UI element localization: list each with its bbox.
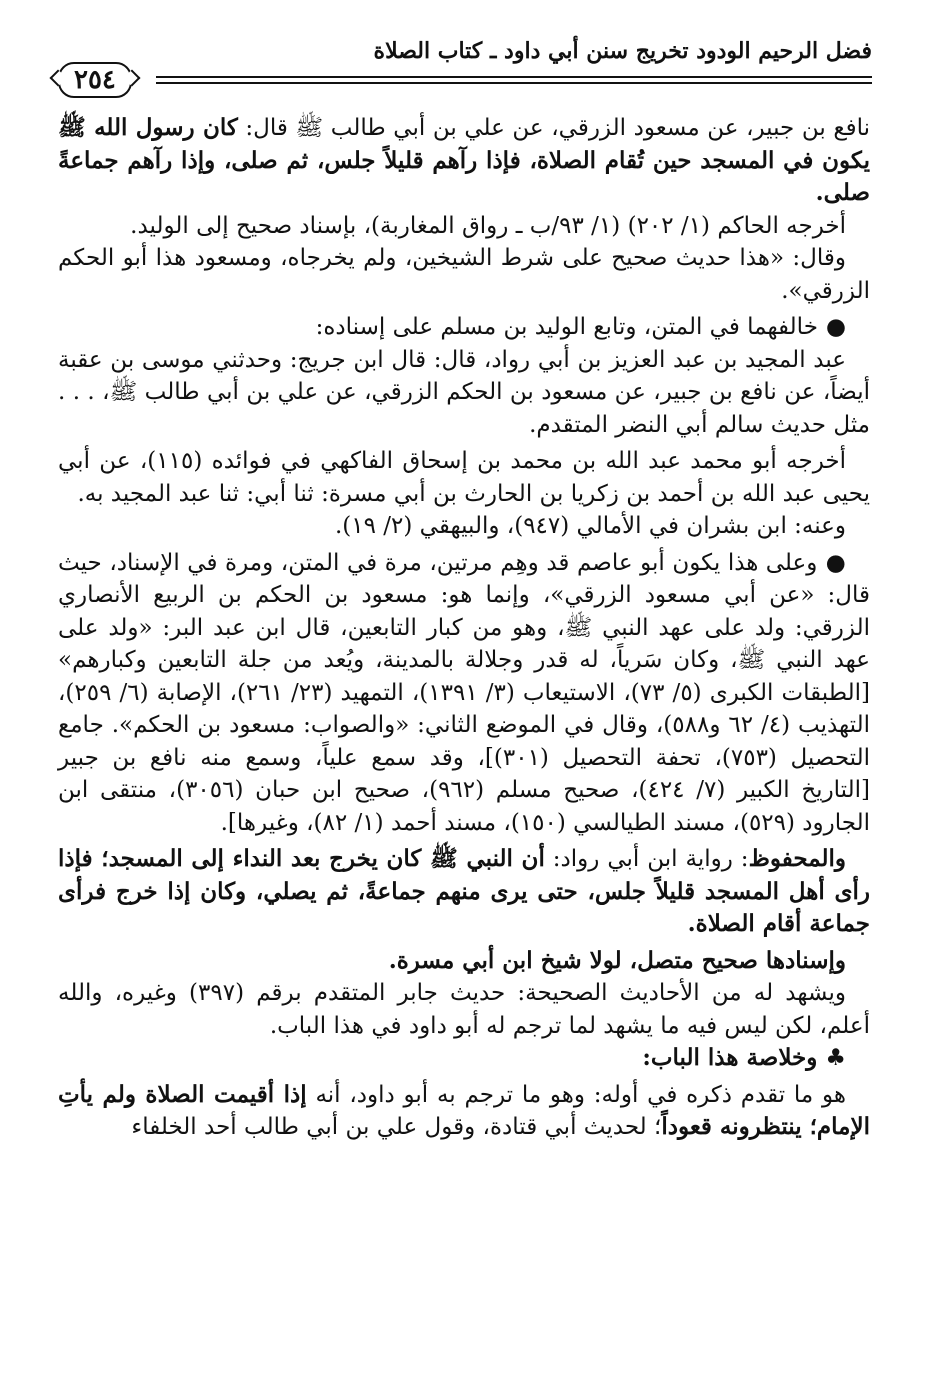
- text-run: وقال: «هذا حديث صحيح على شرط الشيخين، ولم يخرجاه، ومسعود هذا أبو الحكم الزرقي».: [58, 245, 870, 304]
- text-run: ؛ لحديث أبي قتادة، وقول علي بن أبي طالب أحد الخلفاء: [131, 1114, 662, 1140]
- bold-text-run: كان رسول الله ﷺ يكون في المسجد حين تُقام الصلاة، فإذا رآهم قليلاً جلس، ثم صلى، وإذا رآهم جماعةً صلى.: [58, 114, 870, 206]
- bold-text-run: أن النبي ﷺ كان يخرج بعد النداء إلى المسجد؛ فإذا رأى أهل المسجد قليلاً جلس، حتى يرى منهم جماعةً، ثم يصلي، وكان إذا خرج فرأى جماعة أقام الصلاة.: [58, 845, 870, 937]
- text-run: وعلى هذا يكون أبو عاصم قد وهِم مرتين، مرة في المتن، ومرة في الإسناد، حيث قال: «عن أبي مسعود الزرقي»، وإنما هو: مسعود بن الحكم بن الربيع الأنصاري الزرقي: ولد على عهد النبي ﷺ، وهو من كبار التابعين، قال ابن عبد البر: «ولد على عهد النبي ﷺ، وكان سَرياً، له قدر وجلالة بالمدينة، ويُعد من جلة التابعين وكبارهم» [الطبقات الكبرى (٥/ ٧٣)، الاستيعاب (٣/ ١٣٩١)، التمهيد (٢٣/ ٢٦١)، الإصابة (٦/ ٢٥٩)، التهذيب (٤/ ٦٢ و٥٨٨)، وقال في الموضع الثاني: «والصواب: مسعود بن الحكم». جامع التحصيل (٧٥٣)، تحفة التحصيل (٣٠١)]، وقد سمع علياً، وسمع منه نافع بن جبير [التاريخ الكبير (٧/ ٤٢٤)، صحيح مسلم (٩٦٢)، صحيح ابن حبان (٣٠٥٦)، منتقى ابن الجارود (٥٢٩)، مسند الطيالسي (١٥٠)، مسند أحمد (١/ ٨٢)، وغيرها].: [58, 549, 871, 836]
- header-rule-bottom: [156, 82, 872, 84]
- text-run: هو ما تقدم ذكره في أوله: وهو ما ترجم به أبو داود، أنه: [306, 1081, 846, 1108]
- paragraph-11: [58, 977, 870, 1042]
- text-run: ويشهد له من الأحاديث الصحيحة: حديث جابر المتقدم برقم (٣٩٧) وغيره، والله أعلم، لكن ليس فيه ما يشهد لما ترجم له أبو داود في هذا الباب.: [58, 980, 870, 1039]
- header-rule-top: [156, 76, 872, 78]
- text-run: عبد المجيد بن عبد العزيز بن أبي رواد، قال: قال ابن جريج: وحدثني موسى بن عقبة أيضاً، عن نافع بن جبير، عن مسعود بن الحكم الزرقي، عن علي بن أبي طالب ﷺ، . . . مثل حديث سالم أبي النضر المتقدم.: [58, 346, 870, 438]
- bold-text-run: ●: [817, 313, 846, 340]
- text-run: : رواية ابن أبي رواد:: [544, 846, 749, 872]
- bold-text-run: وإسنادها صحيح متصل، لولا شيخ ابن أبي مسرة.: [388, 946, 846, 974]
- bold-text-run: إذا أقيمت الصلاة ولم يأتِ الإمام؛ ينتظرونه قعوداً: [58, 1080, 870, 1140]
- paragraph-9: [58, 843, 870, 941]
- bold-text-run: ●: [817, 548, 846, 576]
- paragraph-4: [58, 311, 870, 344]
- paragraph-10: [58, 945, 870, 978]
- paragraph-13: [58, 1079, 870, 1144]
- text-run: نافع بن جبير، عن مسعود الزرقي، عن علي بن أبي طالب ﷺ قال:: [237, 115, 870, 141]
- page-body: [58, 112, 870, 1144]
- paragraph-1: [58, 112, 870, 210]
- text-run: أخرجه أبو محمد عبد الله بن محمد بن إسحاق الفاكهي في فوائده (١١٥)، عن أبي يحيى عبد الله بن أحمد بن زكريا بن الحارث بن أبي مسرة: ثنا أبي: ثنا عبد المجيد به.: [58, 448, 870, 507]
- paragraph-3: [58, 242, 870, 307]
- paragraph-6: [58, 445, 870, 510]
- bold-text-run: ♣ وخلاصة هذا الباب:: [642, 1044, 846, 1071]
- paragraph-8: [58, 547, 870, 840]
- paragraph-2: [58, 210, 870, 243]
- paragraph-7: [58, 510, 870, 543]
- paragraph-12: [58, 1042, 870, 1075]
- text-run: وعنه: ابن بشران في الأمالي (٩٤٧)، والبيهقي (٢/ ١٩).: [334, 513, 846, 539]
- paragraph-5: [58, 344, 870, 442]
- text-run: أخرجه الحاكم (١/ ٢٠٢) (١/ ٩٣/ب ـ رواق المغاربة)، بإسناد صحيح إلى الوليد.: [130, 212, 846, 239]
- page-number: ٢٥٤: [58, 62, 132, 98]
- page-header: [56, 38, 872, 98]
- running-title: فضل الرحيم الودود تخريج سنن أبي داود ـ كتاب الصلاة: [373, 38, 872, 64]
- text-run: خالفهما في المتن، وتابع الوليد بن مسلم على إسناده:: [315, 314, 818, 340]
- bold-text-run: والمحفوظ: [748, 845, 846, 872]
